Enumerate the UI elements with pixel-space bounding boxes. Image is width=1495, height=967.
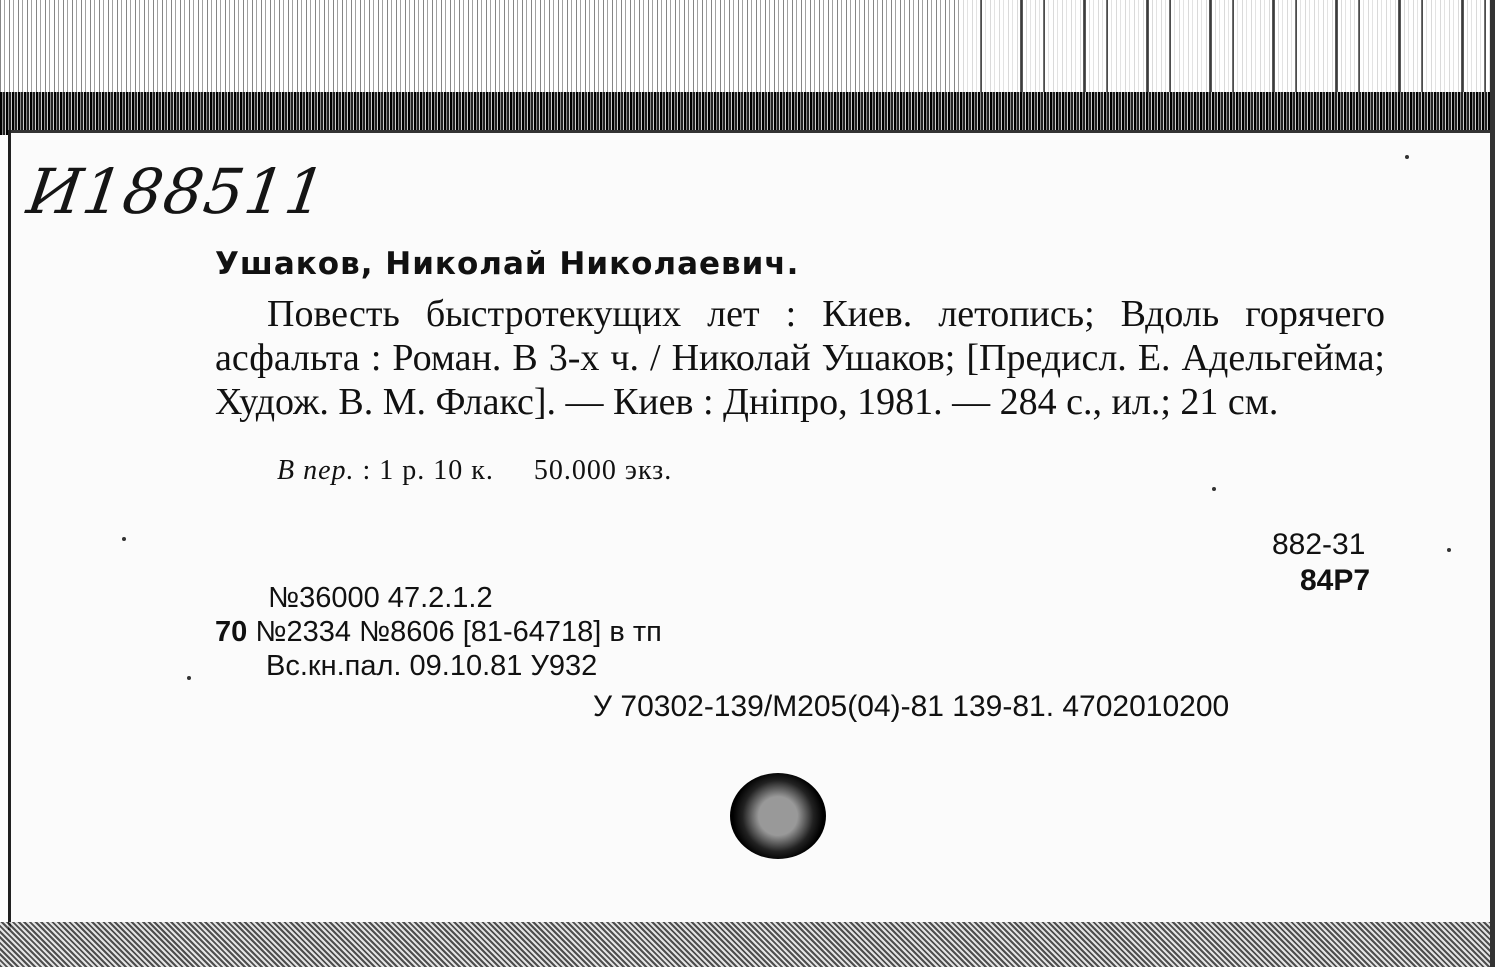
scan-speck [187,676,191,680]
punch-hole [730,773,826,859]
class-code-1: 882-31 [1272,528,1366,561]
registry-line-2-rest: №2334 №8606 [81-64718] в тп [255,616,662,648]
registry-line-2 [215,616,662,649]
handwritten-inventory-number: И188511 [22,155,331,228]
class-code-2: 84Р7 [1300,564,1371,597]
scan-speck [1212,487,1216,491]
scan-speck [122,537,126,541]
scan-speck [1405,155,1409,159]
price-value: : 1 р. 10 к. [362,455,494,486]
registry-line-3: Вс.кн.пал. 09.10.81 У932 [266,650,598,682]
registry-line-1: №36000 47.2.1.2 [268,582,493,614]
scan-bottom-strip [0,922,1495,967]
scan-speck [1447,548,1451,552]
price-label: В пер. [277,455,355,486]
registry-line-2-lead: 70 [215,616,248,648]
registry-line-4: У 70302-139/М205(04)-81 139-81. 4702010200 [593,690,1230,723]
scan-right-edge [1490,0,1495,967]
print-run: 50.000 экз. [533,455,673,486]
scan-top-strip-dark [0,92,1495,135]
price-line [277,455,672,487]
author-heading: Ушаков, Николай Николаевич. [215,246,800,282]
description-text: Повесть быстротекущих лет : Киев. летопись; Вдоль горячего асфальта : Роман. В 3-х ч. / Николай Ушаков; [Предисл. Е. Адельгейма; Худож. В. М. Флакс]. — Киев : Дніпро, 1981. — 284 с., ил.; 21 см. [215,293,1385,423]
scan-top-strip-light [960,0,1495,95]
bibliographic-description [215,292,1385,424]
